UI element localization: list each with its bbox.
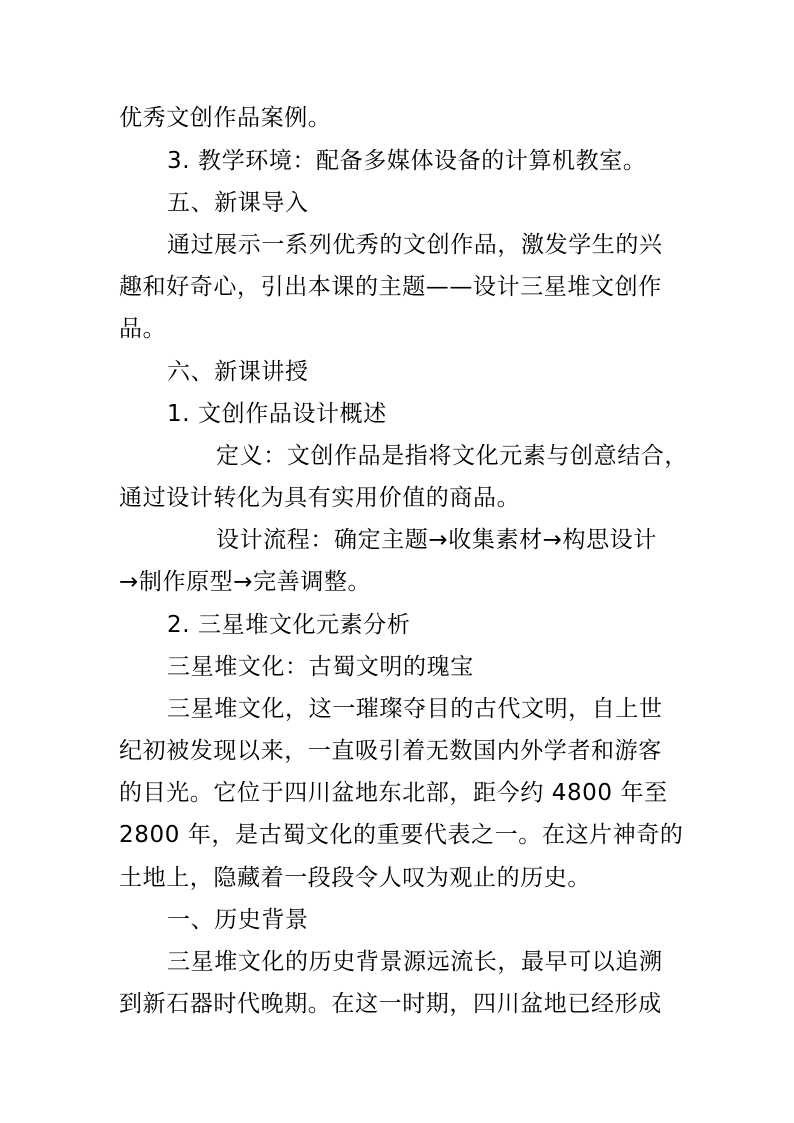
section-heading: 六、新课讲授	[167, 359, 309, 385]
text-line: 3. 教学环境：配备多媒体设备的计算机教室。	[167, 148, 647, 174]
text-line: 到新石器时代晚期。在这一时期，四川盆地已经形成	[119, 991, 662, 1017]
text-line: 通过展示一系列优秀的文创作品，激发学生的兴	[167, 232, 663, 258]
text-line: 三星堆文化的历史背景源远流长，最早可以追溯	[167, 949, 663, 975]
subsection-heading: 1. 文创作品设计概述	[167, 401, 387, 427]
subsection-heading: 2. 三星堆文化元素分析	[167, 612, 411, 638]
text-line: 纪初被发现以来，一直吸引着无数国内外学者和游客	[119, 738, 662, 764]
text-line: 通过设计转化为具有实用价值的商品。	[119, 485, 521, 511]
text-line: 2800 年，是古蜀文化的重要代表之一。在这片神奇的	[119, 822, 684, 848]
section-heading: 五、新课导入	[167, 190, 309, 216]
text-line: →制作原型→完善调整。	[119, 569, 372, 595]
text-line: 品。	[119, 316, 167, 342]
section-heading: 一、历史背景	[167, 907, 309, 933]
text-line: 定义：文创作品是指将文化元素与创意结合，	[216, 443, 688, 469]
text-line: 三星堆文化，这一璀璨夺目的古代文明，自上世	[167, 696, 663, 722]
text-line: 趣和好奇心，引出本课的主题——设计三星堆文创作	[119, 274, 662, 300]
text-line: 优秀文创作品案例。	[119, 105, 332, 131]
text-line: 的目光。它位于四川盆地东北部，距今约 4800 年至	[119, 780, 668, 806]
text-line: 三星堆文化：古蜀文明的瑰宝	[167, 654, 474, 680]
text-line: 设计流程：确定主题→收集素材→构思设计	[216, 527, 657, 553]
text-line: 土地上，隐藏着一段段令人叹为观止的历史。	[119, 865, 591, 891]
